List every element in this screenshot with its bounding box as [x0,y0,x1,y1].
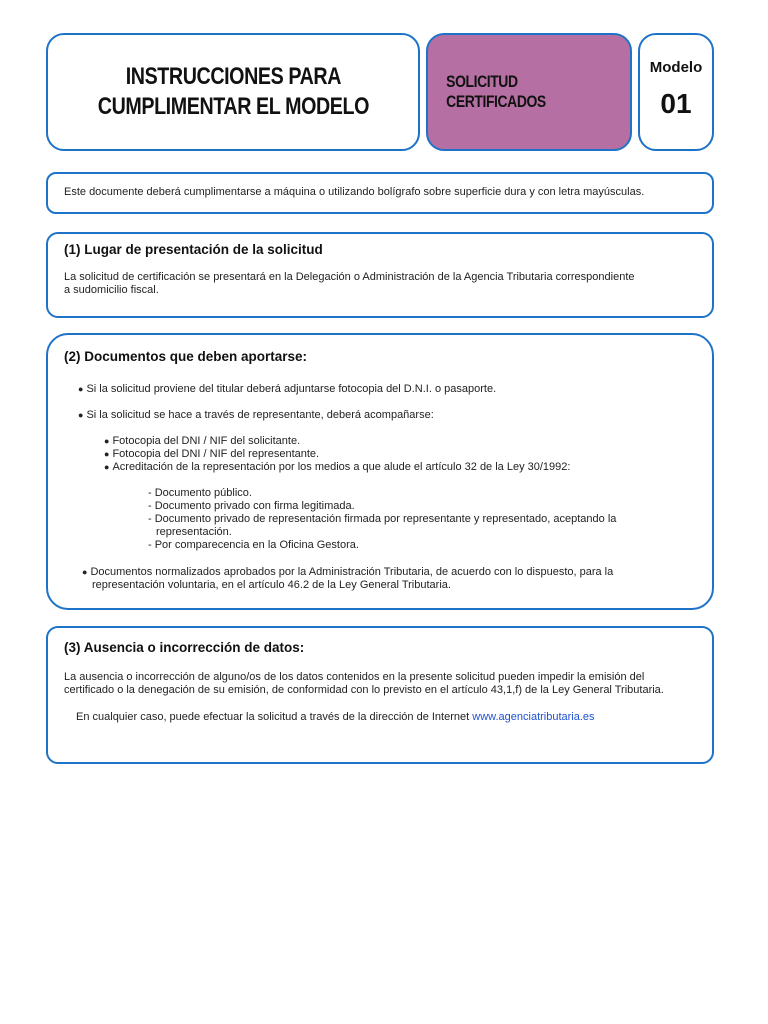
bullet-icon: ● [104,462,110,472]
bullet-icon: ● [78,384,84,394]
section2-title: (2) Documentos que deben aportarse: [64,349,308,364]
section-presentation-place [46,232,714,318]
modelo-number: 01 [660,88,692,119]
section1-title: (1) Lugar de presentación de la solicitud [64,242,323,257]
list-item [104,435,300,448]
list-item [78,383,496,396]
notice-text: Este documente deberá cumplimentarse a máquina o utilizando bolígrafo sobre superficie dura y con letra mayúsculas. [64,186,645,198]
list-item [104,448,319,461]
list-item: - Por comparecencia en la Oficina Gestora. [148,539,359,551]
bullet-text: Fotocopia del DNI / NIF del representante. [112,448,320,460]
section1-line1: La solicitud de certificación se presentará en la Delegación o Administración de la Agencia Tributaria correspondiente [64,271,635,283]
bullet-text: Documentos normalizados aprobados por la Administración Tributaria, de acuerdo con lo dispuesto, para la [90,566,614,578]
title-line-1: INSTRUCCIONES PARA [125,63,341,90]
list-item: - Documento privado de representación firmada por representante y representado, aceptando la [148,513,617,525]
list-item: representación. [156,526,232,538]
agencia-tributaria-link[interactable]: www.agenciatributaria.es [472,711,595,723]
list-item [78,409,434,422]
list-item [82,566,613,579]
notice-box [46,172,714,214]
document-title [97,62,368,122]
bullet-text: Fotocopia del DNI / NIF del solicitante. [112,435,301,447]
section-required-documents [46,333,714,610]
bullet-icon: ● [78,410,84,420]
internet-paragraph [64,711,696,724]
section-missing-data [46,626,714,764]
modelo-box [638,33,714,151]
subject-label: SOLICITUD CERTIFICADOS [446,72,546,111]
section1-line2: a sudomicilio fiscal. [64,284,159,296]
list-item [104,461,570,474]
subject-box [426,33,632,151]
list-item: - Documento privado con firma legitimada. [148,500,355,512]
section3-line2: certificado o la denegación de su emisión, de conformidad con lo previsto en el artículo 43,1,f) de la Ley General Tributaria. [64,684,664,696]
bullet-text: Si la solicitud proviene del titular deberá adjuntarse fotocopia del D.N.I. o pasaporte. [86,383,497,395]
bullet-icon: ● [104,449,110,459]
modelo-label: Modelo [649,59,703,76]
title-line-2: CUMPLIMENTAR EL MODELO [97,93,369,120]
section3-title: (3) Ausencia o incorrección de datos: [64,640,305,655]
bullet-text: Si la solicitud se hace a través de representante, deberá acompañarse: [86,409,434,421]
document-title-box [46,33,420,151]
bullet-text: Acreditación de la representación por los medios a que alude el artículo 32 de la Ley 30/1992: [112,461,571,473]
bullet-icon: ● [104,436,110,446]
list-item: - Documento público. [148,487,252,499]
internet-text: En cualquier caso, puede efectuar la solicitud a través de la dirección de Internet [76,711,470,723]
list-item: representación voluntaria, en el artículo 46.2 de la Ley General Tributaria. [92,579,451,591]
section3-line1: La ausencia o incorrección de alguno/os de los datos contenidos en la presente solicitud pueden impedir la emisión del [64,671,645,683]
bullet-icon: ● [82,567,88,577]
